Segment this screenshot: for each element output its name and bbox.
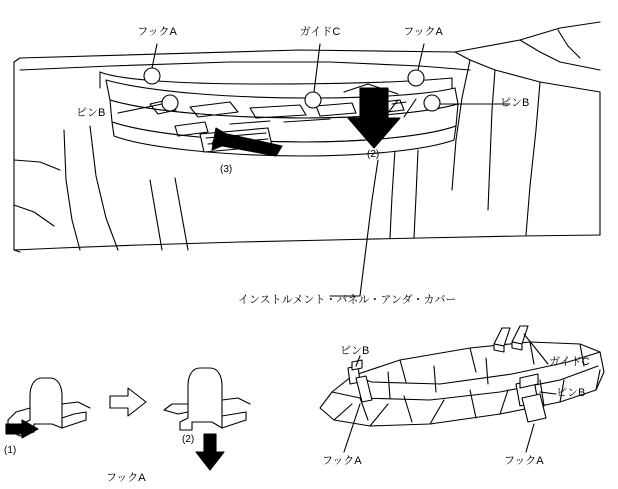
label-pin-b-lower-left: ピンB bbox=[340, 345, 370, 357]
label-under-cover: インストルメント・パネル・アンダ・カバー bbox=[238, 294, 457, 306]
dashboard-upper bbox=[20, 62, 470, 96]
label-hook-a-lower-right: フックA bbox=[504, 455, 544, 467]
label-hook-a-top-right: フックA bbox=[403, 26, 443, 38]
label-step-2-detail: (2) bbox=[182, 434, 195, 445]
arrow-down-step2-detail bbox=[196, 434, 224, 470]
label-hook-a-top-left: フックA bbox=[137, 26, 177, 38]
label-step-2-main: (2) bbox=[367, 149, 380, 160]
label-pin-b-left: ピンB bbox=[76, 107, 106, 119]
leader-under-cover bbox=[330, 160, 378, 296]
label-step-3: (3) bbox=[220, 164, 233, 175]
label-guide-c-lower: ガイドC bbox=[549, 356, 590, 368]
arrow-insert-step1 bbox=[6, 420, 38, 438]
label-step-1-detail: (1) bbox=[4, 445, 17, 456]
hook-detail-after bbox=[164, 368, 250, 430]
label-hook-a-lower-left: フックA bbox=[322, 455, 362, 467]
label-guide-c-top: ガイドC bbox=[299, 26, 341, 38]
instrument-panel-under-cover bbox=[106, 80, 458, 156]
label-pin-b-lower-right: ピンB bbox=[556, 387, 586, 399]
label-hook-a-detail: フックA bbox=[106, 472, 146, 484]
arrow-process bbox=[110, 388, 146, 416]
label-pin-b-right: ピンB bbox=[500, 97, 530, 109]
